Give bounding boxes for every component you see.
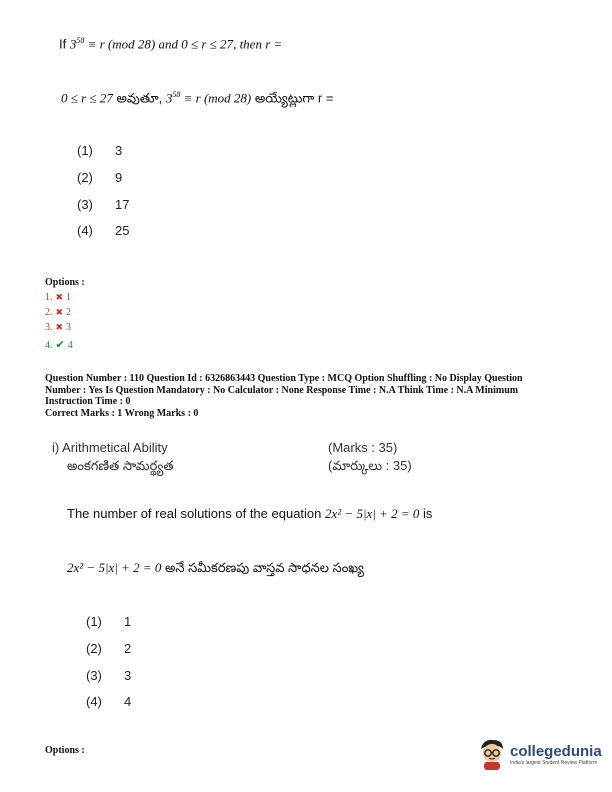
q2-equation: 2x² − 5|x| + 2 = 0 (325, 506, 420, 521)
section-title-english: i) Arithmetical Ability (52, 440, 168, 455)
answer-option-1: 1. ✖ 1 (45, 292, 72, 303)
metadata-line-1: Question Number : 110 Question Id : 6326863443 Question Type : MCQ Option Shuffling : No Display Question Number : Yes Is Question Mandatory : No Calculator : None Response Time : N.A Think Time : N.A Minimum Instruction Time : 0 (45, 373, 523, 408)
q1-base: 3 (69, 36, 77, 52)
metadata-line-2: Correct Marks : 1 Wrong Marks : 0 (45, 407, 199, 419)
wrong-mark-icon: ✖ (55, 292, 64, 302)
answer-option-4-correct: 4. ✔ 4 (45, 339, 73, 351)
wrong-mark-icon: ✖ (55, 322, 64, 332)
answer-option-2: 2. ✖ 2 (45, 307, 72, 318)
student-mascot-icon (477, 737, 507, 771)
options-heading-2: Options : (45, 745, 85, 756)
question-2-telugu: 2x² − 5|x| + 2 = 0 అనే సమీకరణపు వాస్తవ సాధనల సంఖ్య (67, 560, 364, 575)
q2-option-4[interactable]: (4) 4 (86, 694, 132, 709)
q1-then: , then r = (233, 36, 283, 52)
options-heading: Options : (45, 277, 85, 288)
q1-exponent: 58 (76, 36, 85, 45)
logo-wordmark: collegedunia (510, 742, 602, 760)
answer-option-3: 3. ✖ 3 (45, 322, 72, 333)
q2-option-1[interactable]: (1) 1 (86, 614, 132, 629)
question-2-english: The number of real solutions of the equation 2x² − 5|x| + 2 = 0 is (67, 506, 433, 521)
question-1-english: If $3^{58} \equiv r$ (mod 28) and 0 ≤ r ≤ 27, then r = (59, 36, 283, 52)
q1-congruence: ≡ r (mod 28) and 0 ≤ r ≤ 27 (84, 36, 234, 52)
q2-option-2[interactable]: (2) 2 (86, 641, 132, 656)
q1-option-2[interactable]: (2) 9 (77, 170, 123, 185)
q2-option-3[interactable]: (3) 3 (86, 668, 132, 683)
collegedunia-logo (477, 737, 602, 771)
q1-option-4[interactable]: (4) 25 (77, 223, 130, 238)
q1-option-1[interactable]: (1) 3 (77, 143, 123, 158)
question-metadata (45, 373, 560, 419)
section-marks-telugu: (మార్కులు : 35) (328, 458, 412, 473)
section-title-telugu: అంకగణిత సామర్థ్యత (67, 458, 174, 473)
q1-option-3[interactable]: (3) 17 (77, 197, 130, 212)
section-marks-english: (Marks : 35) (328, 440, 398, 455)
question-1-telugu: 0 ≤ r ≤ 27 అవుతూ, $3^{58} \equiv r$ (mod 28) అయ్యేట్లుగా r = (61, 90, 334, 106)
wrong-mark-icon: ✖ (55, 307, 64, 317)
check-mark-icon: ✔ (55, 339, 65, 351)
logo-tagline: India's largest Student Review Platform (510, 759, 598, 766)
